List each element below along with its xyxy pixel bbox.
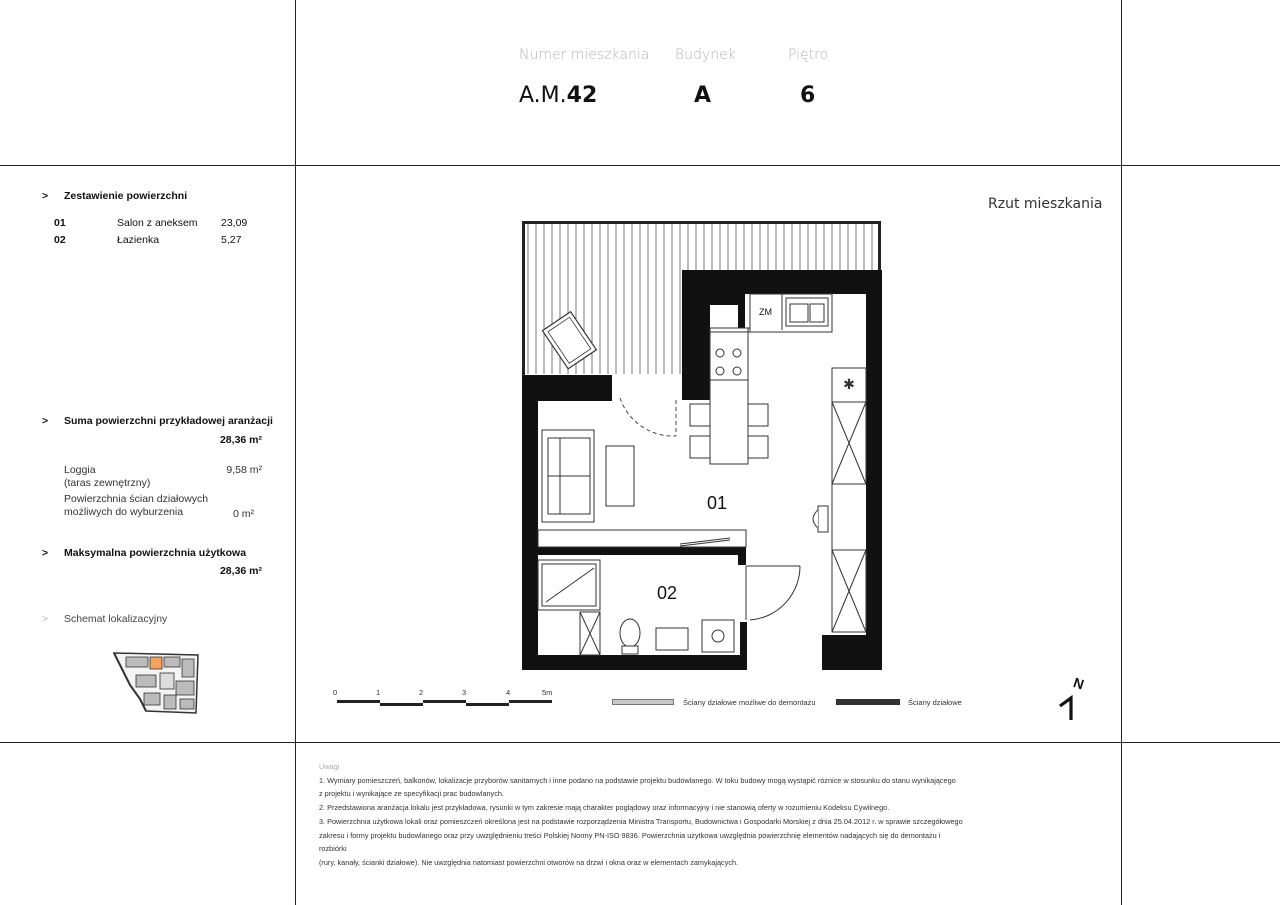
- location-schematic: [112, 651, 202, 717]
- walls-label: [64, 493, 208, 519]
- sofa: [542, 430, 594, 522]
- balcony-door: [620, 398, 676, 436]
- legend-swatch-demountable: [612, 699, 674, 705]
- scale-label-1: 1: [376, 688, 381, 697]
- notes: [319, 760, 969, 870]
- apartment-number-bold: 42: [566, 83, 598, 108]
- notes-line: 3. Powierzchnia użytkowa lokali oraz pomieszczeń określona jest na podstawie rozporządzenia Ministra Transportu, Budownictwa i Gospodarki Morskiej z dnia 25.04.2012 r. w sprawie szczegółowego: [319, 816, 963, 826]
- building-value: [694, 83, 711, 108]
- legend-swatch-partition: [836, 699, 900, 705]
- room-num: 02: [54, 234, 66, 246]
- loggia-value: 9,58 m²: [226, 464, 262, 476]
- building-label: Budynek: [675, 47, 736, 63]
- notes-line: zakresu i formy projektu budowlanego oraz przy uwzględnieniu treści Polskiej Normy PN-ISO 9836. Powierzchnia użytkowa uwzględnia powierzchnię elementów nadających się do demontażu i rozbiórki: [319, 830, 941, 854]
- apartment-number-label: Numer mieszkania: [519, 47, 650, 63]
- room-name: Salon z aneksem: [117, 217, 198, 229]
- north-arrow-icon: [1056, 672, 1090, 724]
- tv-console: [538, 530, 746, 547]
- wardrobe: [832, 368, 866, 632]
- notes-line: 2. Przedstawiona aranżacja lokalu jest przykładowa, rysunki w tym zakresie mają charakter poglądowy oraz informacyjny i nie stanowią oferty w rozumieniu Kodeksu Cywilnego.: [319, 803, 890, 813]
- loggia-label: [64, 464, 150, 490]
- wall-pillar: [710, 294, 745, 330]
- scale-label-2: 2: [419, 688, 424, 697]
- scale-label-5: 5m: [542, 688, 553, 697]
- max-area-title-text: Maksymalna powierzchnia użytkowa: [64, 547, 247, 559]
- room-label-01: 01: [707, 493, 728, 513]
- divider-bottom: [0, 742, 1280, 743]
- arrow-icon: >: [42, 415, 49, 427]
- bathroom-fixtures: [538, 560, 734, 655]
- notes-line: (rury, kanały, ścianki działowe). Nie uwzględnia natomiast powierzchni otworów na drzwi i okna oraz w elementach zamykających.: [319, 857, 739, 867]
- divider-top: [0, 165, 1280, 166]
- scale-label-4: 4: [506, 688, 511, 697]
- divider-right: [1121, 0, 1122, 905]
- room-name: Łazienka: [117, 234, 160, 246]
- loggia-label-line1: Loggia: [64, 464, 96, 476]
- walls-label-line1: Powierzchnia ścian działowych: [64, 493, 209, 505]
- north-label: N: [1071, 674, 1086, 693]
- apartment-number: [519, 83, 597, 108]
- floor-value-text: 6: [800, 83, 816, 108]
- coffee-table: [606, 446, 634, 506]
- max-area-value: 28,36 m²: [219, 565, 262, 577]
- notes-line: 1. Wymiary pomieszczeń, balkonów, lokalizacje przyborów sanitarnych i inne podano na podstawie projektu budowlanego. W toku budowy mogą wystąpić różnice w stosunku do stanu wynikającego: [319, 775, 956, 785]
- floor-plan: [515, 215, 890, 675]
- walls-value: 0 m²: [233, 508, 254, 520]
- arrow-icon: >: [42, 190, 49, 202]
- floor-value: [800, 83, 815, 108]
- room-num: 01: [54, 217, 66, 229]
- zm-label: ZM: [759, 307, 772, 317]
- desk-chair: [813, 506, 828, 532]
- arrow-icon: >: [42, 547, 49, 559]
- max-area-title: [42, 547, 246, 559]
- building-value-text: A: [694, 83, 712, 108]
- schematic-title-text: Schemat lokalizacyjny: [64, 613, 168, 625]
- entrance-door: [746, 566, 800, 620]
- total-arrangement-title-text: Suma powierzchni przykładowej aranżacji: [64, 415, 273, 427]
- plan-title: Rzut mieszkania: [988, 196, 1103, 212]
- arrow-icon: >: [42, 613, 49, 625]
- summary-title-text: Zestawienie powierzchni: [64, 190, 188, 202]
- floor-label: Piętro: [788, 47, 829, 63]
- lounger-icon: [542, 312, 596, 369]
- total-arrangement-value: 28,36 m²: [219, 434, 262, 446]
- apartment-prefix: A.M.: [519, 83, 567, 108]
- walls-label-line2: możliwych do wyburzenia: [64, 506, 184, 518]
- legend-demountable: Ściany działowe możliwe do demontażu: [683, 698, 816, 707]
- loggia-label-line2: (taras zewnętrzny): [64, 477, 151, 489]
- room-label-02: 02: [657, 583, 678, 603]
- notes-line: z projektu i wynikające ze specyfikacji prac budowlanych.: [319, 789, 504, 799]
- kitchen-counter: [710, 294, 832, 464]
- scale-label-0: 0: [333, 688, 338, 697]
- scale-label-3: 3: [462, 688, 467, 697]
- notes-title: Uwagi: [319, 762, 340, 771]
- summary-title: [42, 190, 187, 202]
- legend-partition: Ściany działowe: [908, 698, 962, 707]
- scale-bar: [336, 699, 556, 707]
- room-area: 5,27: [221, 234, 242, 246]
- room-area: 23,09: [221, 217, 248, 229]
- divider-left: [295, 0, 296, 905]
- schematic-title: [42, 613, 167, 625]
- fridge-icon: ✱: [843, 376, 855, 392]
- total-arrangement-title: [42, 415, 273, 427]
